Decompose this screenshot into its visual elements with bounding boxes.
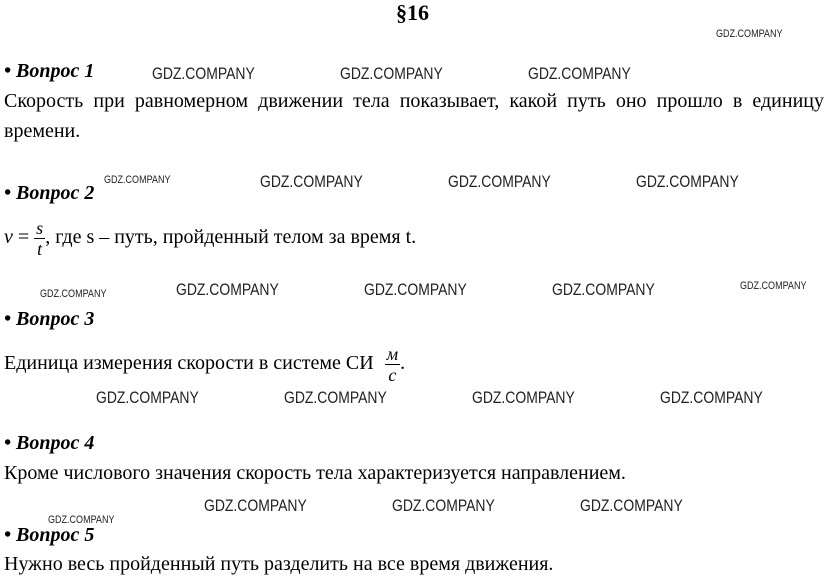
question-5-answer: Нужно весь пройденный путь разделить на все время движения.: [4, 553, 554, 575]
question-3-tail: .: [400, 352, 406, 375]
formula-velocity: v: [4, 226, 13, 249]
question-3-label: • Вопрос 3: [4, 308, 95, 330]
question-5-label: • Вопрос 5: [4, 524, 95, 546]
question-1-answer: Скорость при равномерном движении тела показывает, какой путь оно прошло в единицу времени.: [4, 90, 824, 142]
unit-numerator: м: [386, 344, 399, 364]
watermark: GDZ.COMPANY: [260, 172, 363, 191]
watermark: GDZ.COMPANY: [448, 172, 551, 191]
watermark: GDZ.COMPANY: [580, 496, 683, 515]
watermark: GDZ.COMPANY: [284, 388, 387, 407]
unit-denominator: с: [385, 364, 401, 385]
watermark: GDZ.COMPANY: [48, 514, 115, 526]
question-4-label: • Вопрос 4: [4, 432, 95, 454]
question-3-answer: [4, 344, 405, 385]
watermark: GDZ.COMPANY: [716, 28, 783, 40]
watermark: GDZ.COMPANY: [340, 64, 443, 83]
question-2-label: • Вопрос 2: [4, 182, 95, 204]
watermark: GDZ.COMPANY: [552, 280, 655, 299]
formula-fraction: [34, 218, 45, 259]
page-title: §16: [396, 0, 429, 25]
question-3-text: Единица измерения скорости в системе СИ: [4, 352, 374, 375]
watermark: GDZ.COMPANY: [104, 174, 171, 186]
watermark: GDZ.COMPANY: [40, 288, 107, 300]
question-2-answer: [4, 218, 416, 259]
question-1-label: • Вопрос 1: [4, 60, 95, 82]
watermark: GDZ.COMPANY: [528, 64, 631, 83]
unit-fraction: [385, 344, 401, 385]
watermark: GDZ.COMPANY: [636, 172, 739, 191]
formula-numerator: s: [36, 218, 44, 238]
watermark: GDZ.COMPANY: [740, 280, 807, 292]
watermark: GDZ.COMPANY: [364, 280, 467, 299]
watermark: GDZ.COMPANY: [392, 496, 495, 515]
watermark: GDZ.COMPANY: [152, 64, 255, 83]
formula-denominator: t: [34, 238, 45, 259]
watermark: GDZ.COMPANY: [96, 388, 199, 407]
watermark: GDZ.COMPANY: [660, 388, 763, 407]
formula-explanation: , где s – путь, пройденный телом за время t.: [45, 226, 417, 249]
watermark: GDZ.COMPANY: [204, 496, 307, 515]
watermark: GDZ.COMPANY: [176, 280, 279, 299]
question-4-answer: Кроме числового значения скорость тела характеризуется направлением.: [4, 462, 626, 484]
watermark: GDZ.COMPANY: [472, 388, 575, 407]
formula-equals: =: [17, 226, 30, 249]
